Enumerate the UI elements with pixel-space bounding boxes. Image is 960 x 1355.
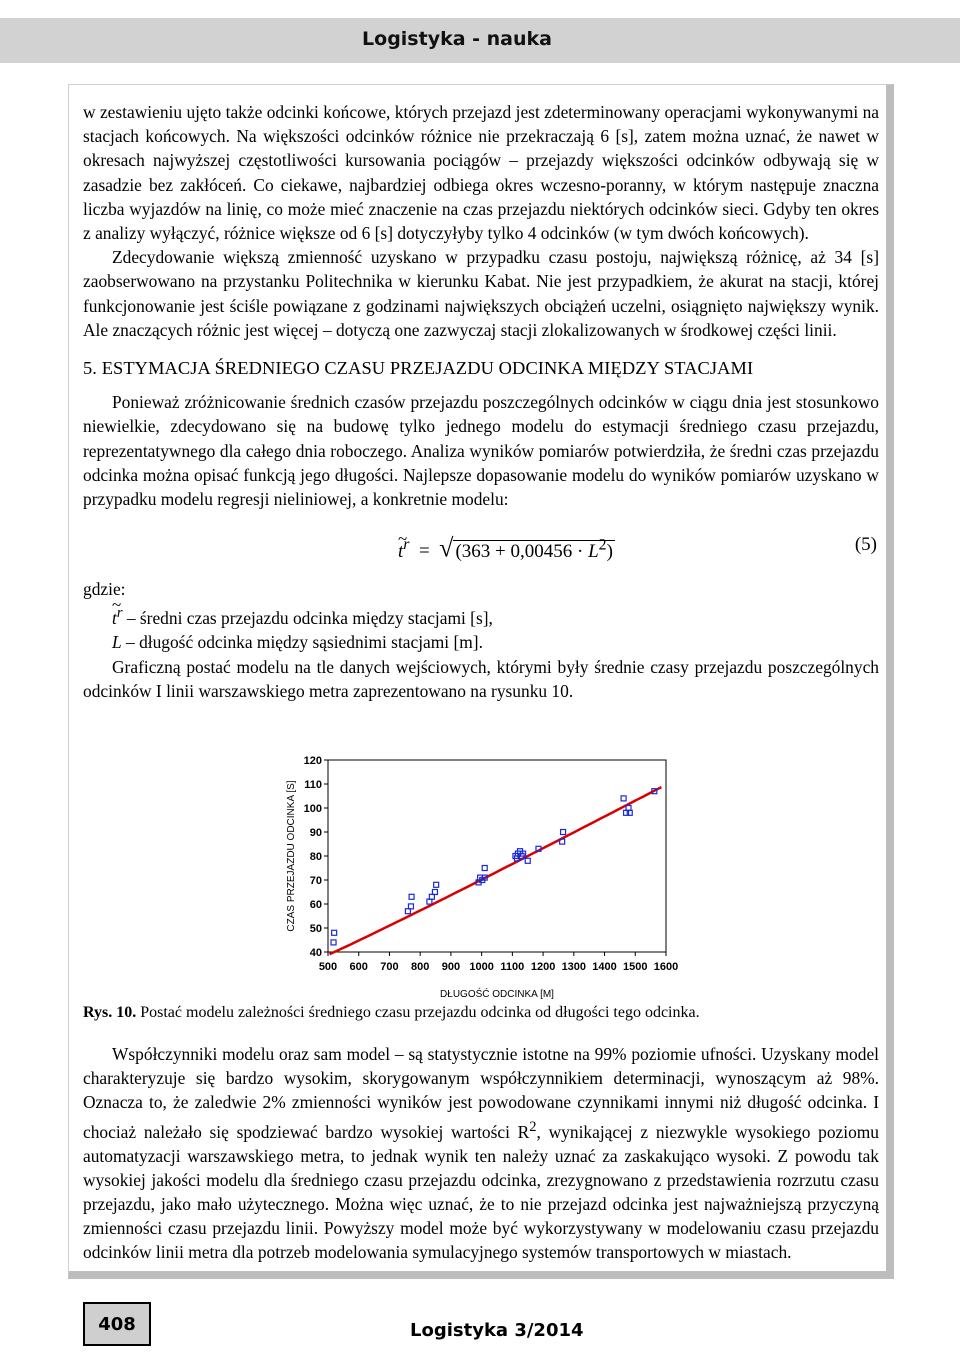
page-number-box: 408 xyxy=(83,1302,151,1346)
formula-inner: (363 + 0,00456 · xyxy=(455,540,589,562)
sqrt-icon: √ xyxy=(439,533,454,563)
figure-caption-label: Rys. 10. xyxy=(83,1004,137,1021)
formula-t-sup: r xyxy=(403,536,410,554)
y-axis-label: CZAS PRZEJAZDU ODCINKA [S] xyxy=(286,780,297,932)
x-tick-label: 1000 xyxy=(469,961,494,973)
formula-expression xyxy=(398,533,615,564)
definition-L-desc: – długość odcinka między sąsiednimi stacjami [m]. xyxy=(126,632,483,653)
y-tick-label: 40 xyxy=(309,947,322,959)
x-tick-label: 800 xyxy=(411,961,430,973)
x-tick-label: 1100 xyxy=(500,961,525,973)
definition-t xyxy=(83,601,879,630)
y-tick-label: 110 xyxy=(304,779,322,791)
x-tick-label: 600 xyxy=(349,961,368,973)
x-tick-label: 1300 xyxy=(561,961,587,973)
figure-caption-text: Postać modelu zależności średniego czasu przejazdu odcinka od długości tego odcinka. xyxy=(140,1004,700,1021)
article-body-bottom xyxy=(83,1042,879,1265)
definitions-label: gdzie: xyxy=(83,579,126,600)
definition-t-var: t xyxy=(112,608,117,629)
r-squared-sup: 2 xyxy=(529,1118,537,1135)
figure-caption xyxy=(83,1004,700,1022)
formula-5 xyxy=(83,519,879,577)
scatter-chart-svg xyxy=(282,752,682,1002)
paragraph-figure-intro: Graficzną postać modelu na tle danych wejściowych, którymi były średnie czasy przejazdu poszczególnych odcinków I linii warszawskiego metra zaprezentowano na rysunku 10. xyxy=(83,656,879,701)
x-tick-label: 1400 xyxy=(592,961,617,973)
y-tick-label: 80 xyxy=(309,851,322,863)
formula-number: (5) xyxy=(854,534,877,556)
definition-t-desc: – średni czas przejazdu odcinka między stacjami [s], xyxy=(126,608,493,629)
paragraph-conclusion-post: , wynikającej z niezwykle wysokiego poziomu automatyzacji warszawskiego metra, to jednak wynik ten należy uznać za zaskakująco wysoki. Z powodu tak wysokiej jakości modelu dla średniego czasu przejazdu odcinka, zrezygnowano z przedstawienia rozrzutu czasu przejazdu, jako mało użytecznego. Można więc uznać, że to nie przejazd odcinka jest najważniejszą przyczyną zmienności czasu przejazdu linii. Powyższy model może być wykorzystywany w modelowaniu czasu przejazdu odcinków linii metra dla potrzeb modelowania symulacyjnego systemów transportowych w miastach. xyxy=(83,1121,879,1263)
x-tick-label: 1600 xyxy=(653,961,679,973)
plot-area xyxy=(328,760,666,952)
footer-journal-issue: Logistyka 3/2014 xyxy=(410,1320,584,1341)
x-tick-label: 1200 xyxy=(530,961,556,973)
article-body-top xyxy=(83,100,879,703)
paragraph-1: w zestawieniu ujęto także odcinki końcowe, których przejazd jest zdeterminowany operacjami wykonywanymi na stacjach końcowych. Na większości odcinków różnice nie przekraczają 6 [s], zatem można uznać, że nawet w okresach najwyższej częstotliwości kursowania pociągów – przejazdy większości odcinków odbywają się w zasadzie bez zakłóceń. Co ciekawe, najbardziej odbiega okres wczesno-poranny, w którym następuje znaczna liczba wyjazdów na linię, co może mieć znaczenie na czas przejazdu niektórych odcinków sieci. Gdyby ten okres z analizy wyłączyć, różnice większe od 6 [s] dotyczyłyby tylko 4 odcinków (w tym dwóch końcowych). xyxy=(83,102,879,244)
formula-t: t xyxy=(398,540,404,562)
y-tick-label: 60 xyxy=(309,899,322,911)
x-tick-label: 500 xyxy=(318,961,338,973)
paragraph-conclusion-pre: Współczynniki modelu oraz sam model – są statystycznie istotne na 99% poziomie ufności. Uzyskany model charakteryzuje się bardzo wysokim, skorygowanym współczynnikiem determinacji, wynoszącym aż 98%. Oznacza to, że zaledwie 2% zmienności wyników jest powodowane czynnikami innymi niż długość odcinka. I chociaż należało się spodziewać bardzo wysokiej wartości R xyxy=(83,1044,879,1142)
journal-header-title: Logistyka - nauka xyxy=(362,28,552,50)
paragraph-2: Zdecydowanie większą zmienność uzyskano w przypadku czasu postoju, największą różnicę, aż 34 [s] zaobserwowano na przystanku Politechnika w kierunku Kabat. Nie jest przypadkiem, że akurat na stacji, której funkcjonowanie jest ściśle powiązane z godzinami największych obciążeń uczelni, osiągnięto największy wynik. Ale znaczących różnic jest więcej – dotyczą one zazwyczaj stacji zlokalizowanych w środkowej części linii. xyxy=(83,247,879,340)
formula-sup-2: 2 xyxy=(598,536,607,554)
figure-10-chart xyxy=(282,752,682,1002)
formula-L: L xyxy=(588,540,599,562)
paragraph-section-intro: Ponieważ zróżnicowanie średnich czasów przejazdu poszczególnych odcinków w ciągu dnia jest stosunkowo niewielkie, zdecydowano się na budowę tylko jednego modelu do estymacji średniego czasu przejazdu, reprezentatywnego dla całego dnia roboczego. Analiza wyników pomiarów potwierdziła, że średni czas przejazdu odcinka można opisać funkcją jego długości. Najlepsze dopasowanie modelu do wyników pomiarów uzyskano w przypadku modelu regresji nieliniowej, a konkretnie modelu: xyxy=(83,392,879,510)
formula-equals: = xyxy=(418,540,430,562)
x-tick-label: 1500 xyxy=(623,961,648,973)
x-tick-label: 700 xyxy=(380,961,399,973)
x-axis-label: DŁUGOŚĆ ODCINKA [M] xyxy=(440,989,554,1000)
definition-L-var: L xyxy=(112,632,122,653)
y-tick-label: 90 xyxy=(309,827,322,839)
definition-t-sup: r xyxy=(116,605,123,622)
y-tick-label: 120 xyxy=(303,755,322,767)
y-tick-label: 100 xyxy=(303,803,322,815)
x-tick-label: 900 xyxy=(441,961,461,973)
section-heading: 5. ESTYMACJA ŚREDNIEGO CZASU PRZEJAZDU ODCINKA MIĘDZY STACJAMI xyxy=(83,358,754,379)
definition-L xyxy=(83,630,879,654)
paragraph-conclusion xyxy=(83,1042,879,1265)
formula-close: ) xyxy=(606,540,613,562)
y-tick-label: 50 xyxy=(309,923,322,935)
y-tick-label: 70 xyxy=(309,875,322,887)
